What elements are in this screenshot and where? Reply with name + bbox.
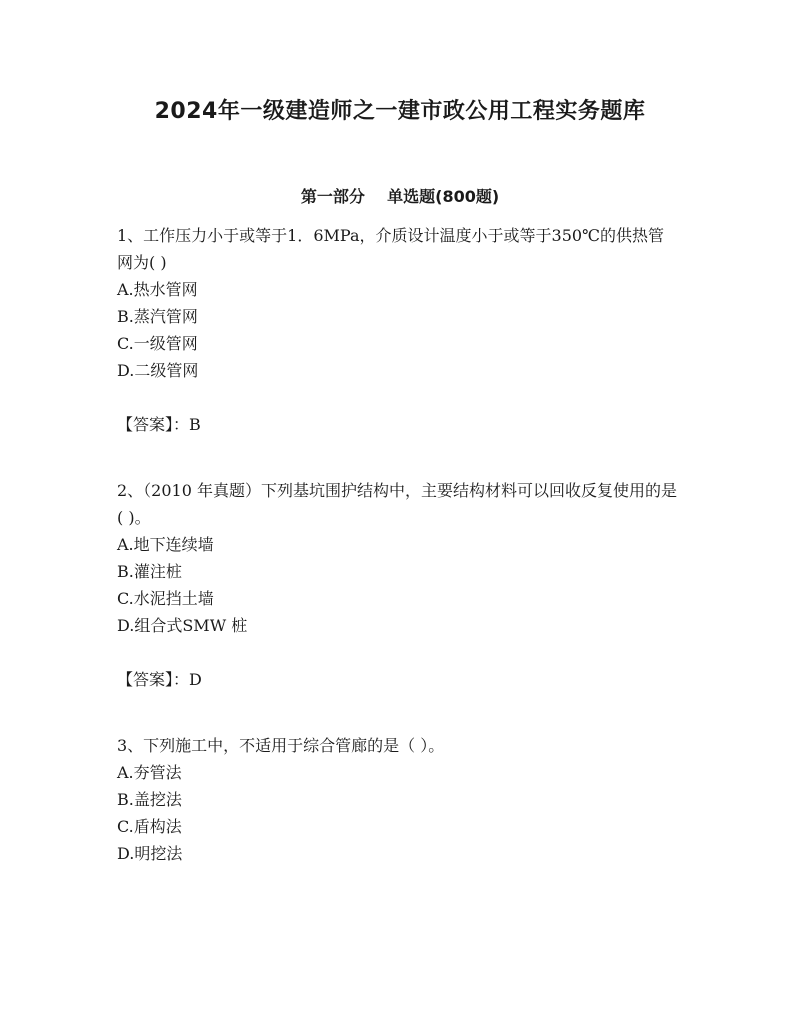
question-stem: 3、下列施工中，不适用于综合管廊的是（ ）。 [117, 736, 445, 755]
answer-line: 【答案】：B [117, 415, 201, 434]
option-a: A.夯管法 [117, 763, 182, 782]
option-b: B.灌注桩 [117, 562, 182, 581]
option-a: A.地下连续墙 [117, 535, 214, 554]
option-c: C.盾构法 [117, 817, 182, 836]
answer-line: 【答案】：D [117, 670, 202, 689]
question-stem: 1、工作压力小于或等于1．6MPa，介质设计温度小于或等于350℃的供热管网为( ) [117, 226, 664, 272]
question-1 [117, 222, 677, 438]
option-c: C.水泥挡土墙 [117, 589, 214, 608]
section-title: 第一部分 单选题(800题) [300, 187, 500, 206]
option-b: B.蒸汽管网 [117, 307, 198, 326]
option-d: D.明挖法 [117, 844, 183, 863]
question-list [117, 222, 677, 867]
document-title: 2024年一级建造师之一建市政公用工程实务题库 [154, 99, 646, 124]
option-c: C.一级管网 [117, 334, 198, 353]
question-stem: 2、（2010 年真题）下列基坑围护结构中，主要结构材料可以回收反复使用的是( )。 [117, 481, 677, 527]
question-3 [117, 732, 677, 867]
option-b: B.盖挖法 [117, 790, 182, 809]
option-d: D.二级管网 [117, 361, 199, 380]
question-2 [117, 477, 677, 693]
option-a: A.热水管网 [117, 280, 198, 299]
option-d: D.组合式SMW 桩 [117, 616, 248, 635]
